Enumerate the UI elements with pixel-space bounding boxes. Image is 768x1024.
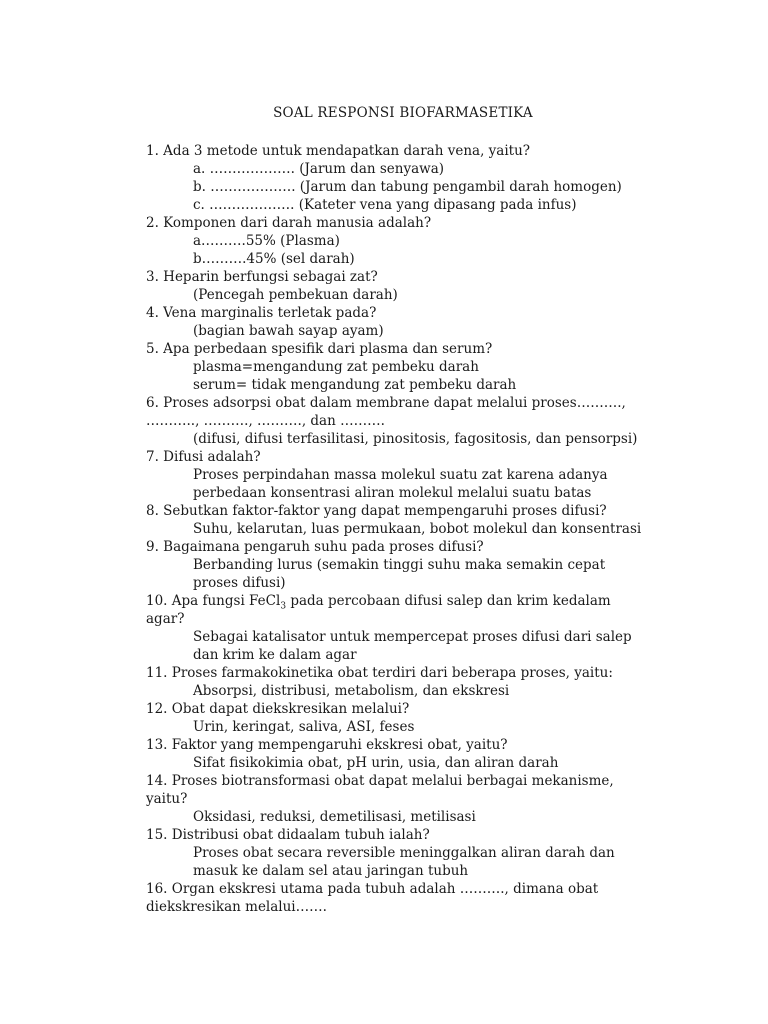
- question-8: 8. Sebutkan faktor-faktor yang dapat mempengaruhi proses difusi?: [146, 503, 607, 519]
- question-12: 12. Obat dapat diekskresikan melalui?: [146, 701, 410, 717]
- answer-15b: masuk ke dalam sel atau jaringan tubuh: [193, 863, 469, 879]
- question-5: 5. Apa perbedaan spesifik dari plasma dan serum?: [146, 341, 493, 357]
- answer-1c: c. ………………. (Kateter vena yang dipasang pada infus): [193, 197, 577, 213]
- question-4: 4. Vena marginalis terletak pada?: [146, 305, 377, 321]
- answer-2a: a……….55% (Plasma): [193, 233, 340, 249]
- question-2: 2. Komponen dari darah manusia adalah?: [146, 215, 432, 231]
- question-13: 13. Faktor yang mempengaruhi ekskresi obat, yaitu?: [146, 737, 508, 753]
- question-10-pre: 10. Apa fungsi FeCl: [146, 593, 281, 609]
- question-6: 6. Proses adsorpsi obat dalam membrane dapat melalui proses……….,: [146, 395, 626, 411]
- question-16: 16. Organ ekskresi utama pada tubuh adalah ………., dimana obat: [146, 881, 599, 897]
- answer-9b: proses difusi): [193, 575, 286, 591]
- answer-3: (Pencegah pembekuan darah): [193, 287, 398, 303]
- question-16-cont: diekskresikan melalui…….: [146, 899, 327, 915]
- question-10-sub: 3: [280, 601, 287, 612]
- answer-5b: serum= tidak mengandung zat pembeku darah: [193, 377, 517, 393]
- answer-12: Urin, keringat, saliva, ASI, feses: [193, 719, 415, 735]
- answer-11: Absorpsi, distribusi, metabolism, dan ekskresi: [193, 683, 510, 699]
- answer-1a: a. ………………. (Jarum dan senyawa): [193, 161, 445, 177]
- answer-6: (difusi, difusi terfasilitasi, pinositosis, fagositosis, dan pensorpsi): [193, 431, 638, 447]
- answer-7a: Proses perpindahan massa molekul suatu zat karena adanya: [193, 467, 608, 483]
- question-1: 1. Ada 3 metode untuk mendapatkan darah vena, yaitu?: [146, 143, 531, 159]
- answer-13: Sifat fisikokimia obat, pH urin, usia, dan aliran darah: [193, 755, 559, 771]
- question-3: 3. Heparin berfungsi sebagai zat?: [146, 269, 378, 285]
- question-15: 15. Distribusi obat didaalam tubuh ialah?: [146, 827, 430, 843]
- answer-1b: b. ………………. (Jarum dan tabung pengambil darah homogen): [193, 179, 622, 195]
- answer-9a: Berbanding lurus (semakin tinggi suhu maka semakin cepat: [193, 557, 606, 573]
- question-14-cont: yaitu?: [146, 791, 188, 807]
- question-9: 9. Bagaimana pengaruh suhu pada proses difusi?: [146, 539, 484, 555]
- answer-2b: b……….45% (sel darah): [193, 251, 355, 267]
- question-11: 11. Proses farmakokinetika obat terdiri dari beberapa proses, yaitu:: [146, 665, 613, 681]
- question-10-cont: agar?: [146, 611, 185, 627]
- page-title: SOAL RESPONSI BIOFARMASETIKA: [273, 105, 533, 121]
- answer-14: Oksidasi, reduksi, demetilisasi, metilisasi: [193, 809, 476, 825]
- question-10: [146, 592, 666, 610]
- answer-8: Suhu, kelarutan, luas permukaan, bobot molekul dan konsentrasi: [193, 521, 642, 537]
- question-6-cont: ……….., ………., ………., dan ……….: [146, 413, 385, 429]
- answer-4: (bagian bawah sayap ayam): [193, 323, 384, 339]
- answer-10b: dan krim ke dalam agar: [193, 647, 357, 663]
- question-10-post: pada percobaan difusi salep dan krim kedalam: [286, 593, 611, 609]
- answer-10a: Sebagai katalisator untuk mempercepat proses difusi dari salep: [193, 629, 632, 645]
- question-7: 7. Difusi adalah?: [146, 449, 261, 465]
- question-14: 14. Proses biotransformasi obat dapat melalui berbagai mekanisme,: [146, 773, 614, 789]
- answer-7b: perbedaan konsentrasi aliran molekul melalui suatu batas: [193, 485, 592, 501]
- answer-5a: plasma=mengandung zat pembeku darah: [193, 359, 479, 375]
- answer-15a: Proses obat secara reversible meninggalkan aliran darah dan: [193, 845, 615, 861]
- question-list: [146, 142, 666, 916]
